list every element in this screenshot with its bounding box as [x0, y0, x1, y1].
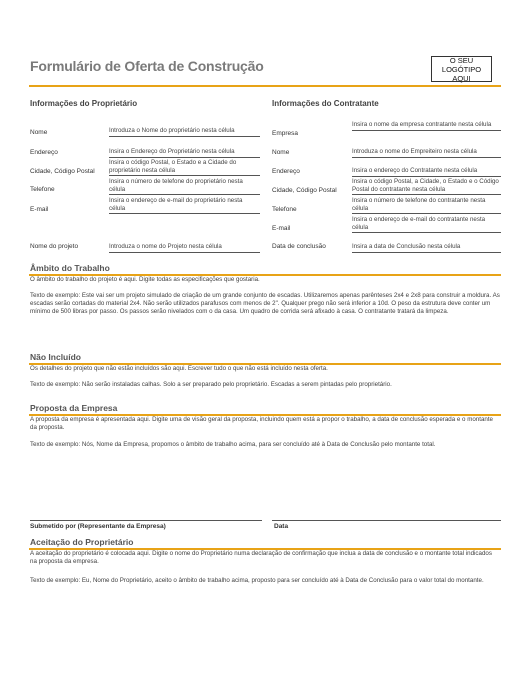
contractor-phone-label: Telefone	[272, 206, 297, 213]
signature-line[interactable]	[30, 520, 262, 521]
contractor-email-label: E-mail	[272, 225, 291, 232]
contractor-city-label: Cidade, Código Postal	[272, 187, 337, 194]
acceptance-intro[interactable]: A aceitação do proprietário é colocada aqui. Digite o nome do Proprietário numa declaração de confirmação que inclua a data de conclusão e o montante total indicados na proposta da empresa.	[30, 550, 492, 566]
not-included-heading: Não Incluído	[30, 352, 81, 362]
contractor-company-label: Empresa	[272, 130, 299, 137]
not-included-example[interactable]: Texto de exemplo: Não serão instaladas calhas. Solo a ser preparado pelo proprietário. Escadas a serem pintadas pelo proprietário.	[30, 381, 392, 388]
contractor-address-label: Endereço	[272, 168, 300, 175]
owner-email-label: E-mail	[30, 206, 49, 213]
owner-phone-field[interactable]: Insira o número de telefone do proprietário nesta célula	[109, 178, 260, 195]
proposal-heading: Proposta da Empresa	[30, 403, 118, 413]
contractor-city-field[interactable]: Insira o código Postal, a Cidade, o Estado e o Código Postal do contratante nesta célula	[352, 178, 501, 195]
contractor-name-label: Nome	[272, 149, 290, 156]
contractor-address-field[interactable]: Insira o endereço do Contratante nesta célula	[352, 167, 501, 177]
signature-date-line[interactable]	[272, 520, 501, 521]
project-name-field[interactable]: Introduza o nome do Projeto nesta célula	[109, 243, 260, 253]
owner-address-field[interactable]: Insira o Endereço do Proprietário nesta célula	[109, 148, 260, 158]
completion-date-field[interactable]: Insira a data de Conclusão nesta célula	[352, 243, 501, 253]
contractor-name-field[interactable]: Introduza o nome do Empreiteiro nesta célula	[352, 148, 501, 158]
contractor-company-field[interactable]: Insira o nome da empresa contratante nesta célula	[352, 121, 501, 131]
owner-name-label: Nome	[30, 129, 48, 136]
project-name-label: Nome do projeto	[30, 243, 79, 250]
page-title: Formulário de Oferta de Construção	[30, 58, 264, 74]
contractor-heading: Informações do Contratante	[272, 99, 379, 108]
owner-address-label: Endereço	[30, 149, 58, 156]
scope-example[interactable]: Texto de exemplo: Este vai ser um projeto simulado de criação de um grande conjunto de escadas. Utilizaremos apenas parênteses 2x4 e 2x8 para construir a moldura. As escadas serão cortadas do material 2x4. Não serão utilizados parafusos com menos de 2". Qualquer prego não será inferior a 10d. O peso da estrutura deve conter um mínimo de 500 libras por passo. Os passos serão nivelados com o da casa. Um quadro de corrida será afixado à casa. O contratante tratará da limpeza.	[30, 292, 500, 316]
scope-intro[interactable]: O âmbito do trabalho do projeto é aqui. Digite todas as especificações que gostaria.	[30, 276, 260, 283]
acceptance-example[interactable]: Texto de exemplo: Eu, Nome do Proprietário, aceito o âmbito de trabalho acima, proposto para ser concluído até à Data de Conclusão para o valor total do montante.	[30, 577, 484, 584]
proposal-example[interactable]: Texto de exemplo: Nós, Nome da Empresa, propomos o âmbito de trabalho acima, para ser concluído até à Data de Conclusão pelo montante total.	[30, 441, 436, 448]
owner-heading: Informações do Proprietário	[30, 99, 138, 108]
logo-placeholder: O SEU LOGÓTIPO AQUI	[431, 56, 492, 82]
contractor-phone-field[interactable]: Insira o número de telefone do contratante nesta célula	[352, 197, 501, 214]
scope-heading: Âmbito do Trabalho	[30, 263, 110, 273]
title-divider	[29, 85, 501, 87]
signature-date-label: Data	[274, 523, 289, 530]
completion-date-label: Data de conclusão	[272, 243, 326, 250]
owner-city-field[interactable]: Insira o código Postal, o Estado e a Cidade do proprietário nesta célula	[109, 159, 260, 176]
owner-phone-label: Telefone	[30, 186, 55, 193]
not-included-intro[interactable]: Os detalhes do projeto que não estão incluídos são aqui. Escrever tudo o que não está incluído nesta oferta.	[30, 365, 328, 372]
owner-email-field[interactable]: Insira o endereço de e-mail do proprietário nesta célula	[109, 197, 260, 214]
submitted-by-label: Submetido por (Representante da Empresa)	[30, 523, 166, 530]
acceptance-heading: Aceitação do Proprietário	[30, 537, 134, 547]
proposal-intro[interactable]: A proposta da empresa é apresentada aqui. Digite uma de visão geral da proposta, incluindo quem está a propor o trabalho, a data de conclusão esperada e o montante da proposta.	[30, 416, 493, 432]
contractor-email-field[interactable]: Insira o endereço de e-mail do contratante nesta célula	[352, 216, 501, 233]
owner-name-field[interactable]: Introduza o Nome do proprietário nesta célula	[109, 127, 260, 137]
owner-city-label: Cidade, Código Postal	[30, 168, 95, 175]
